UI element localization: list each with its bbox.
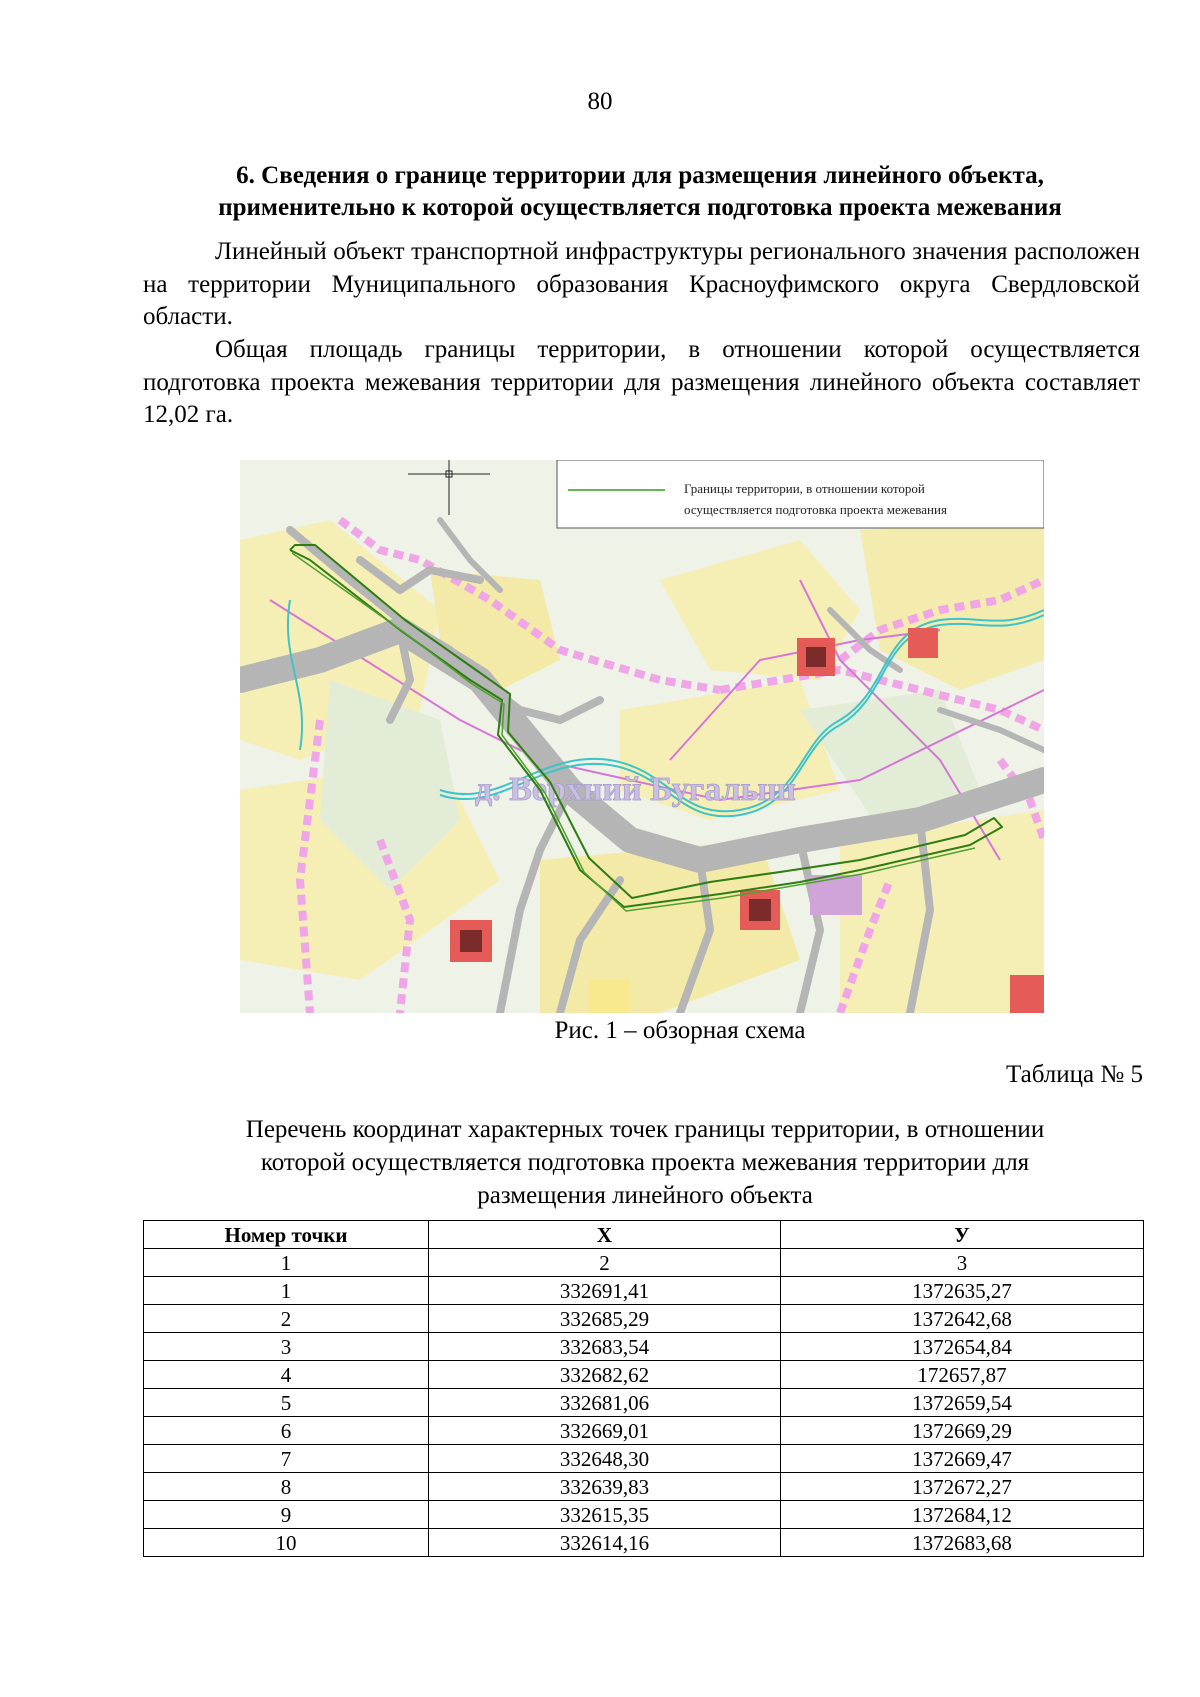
point-number-cell: 2 xyxy=(144,1305,429,1333)
poi-icon xyxy=(1010,975,1044,1013)
coordinates-table xyxy=(143,1220,1144,1557)
x-cell: 332639,83 xyxy=(429,1473,781,1501)
table-row xyxy=(144,1361,1144,1389)
point-number-cell: 8 xyxy=(144,1473,429,1501)
header-point-number: Номер точки xyxy=(144,1221,429,1249)
x-cell: 332691,41 xyxy=(429,1277,781,1305)
overview-map xyxy=(240,460,1044,1013)
x-cell: 332683,54 xyxy=(429,1333,781,1361)
point-number-cell: 1 xyxy=(144,1277,429,1305)
table-title xyxy=(180,1113,1110,1212)
table-title-line-3: размещения линейного объекта xyxy=(477,1182,813,1209)
poi-icon xyxy=(590,980,630,1013)
y-cell: 1372669,29 xyxy=(781,1417,1144,1445)
table-row xyxy=(144,1417,1144,1445)
y-cell: 1372683,68 xyxy=(781,1529,1144,1557)
x-cell: 332681,06 xyxy=(429,1389,781,1417)
section-heading xyxy=(140,160,1140,224)
y-cell: 1372669,47 xyxy=(781,1445,1144,1473)
table-row xyxy=(144,1389,1144,1417)
y-cell: 1372672,27 xyxy=(781,1473,1144,1501)
section-heading-line-2: применительно к которой осуществляется подготовка проекта межевания xyxy=(218,194,1062,221)
table-row xyxy=(144,1333,1144,1361)
x-cell: 332615,35 xyxy=(429,1501,781,1529)
column-number: 2 xyxy=(429,1249,781,1277)
table-header-row xyxy=(144,1221,1144,1249)
y-cell: 1372659,54 xyxy=(781,1389,1144,1417)
point-number-cell: 4 xyxy=(144,1361,429,1389)
table-row xyxy=(144,1501,1144,1529)
table-row xyxy=(144,1277,1144,1305)
header-y: У xyxy=(781,1221,1144,1249)
point-number-cell: 5 xyxy=(144,1389,429,1417)
point-number-cell: 3 xyxy=(144,1333,429,1361)
y-cell: 1372635,27 xyxy=(781,1277,1144,1305)
x-cell: 332669,01 xyxy=(429,1417,781,1445)
legend-text-line-1: Границы территории, в отношении которой xyxy=(684,481,925,496)
column-number: 3 xyxy=(781,1249,1144,1277)
point-number-cell: 9 xyxy=(144,1501,429,1529)
y-cell: 172657,87 xyxy=(781,1361,1144,1389)
column-number: 1 xyxy=(144,1249,429,1277)
table-title-line-2: которой осуществляется подготовка проекта межевания территории для xyxy=(260,1149,1030,1176)
paragraph-area: Общая площадь границы территории, в отношении которой осуществляется подготовка проекта межевания территории для размещения линейного объекта составляет 12,02 га. xyxy=(143,336,1140,428)
page-number: 80 xyxy=(587,88,613,115)
paragraph-location: Линейный объект транспортной инфраструктуры регионального значения расположен на территории Муниципального образования Красноуфимского округа Свердловской области. xyxy=(143,238,1140,330)
x-cell: 332682,62 xyxy=(429,1361,781,1389)
legend-text-line-2: осуществляется подготовка проекта межевания xyxy=(684,502,947,517)
y-cell: 1372684,12 xyxy=(781,1501,1144,1529)
settlement-label: д. Верхний Бугалыш xyxy=(475,771,796,808)
figure-caption: Рис. 1 – обзорная схема xyxy=(554,1017,806,1044)
x-cell: 332648,30 xyxy=(429,1445,781,1473)
x-cell: 332614,16 xyxy=(429,1529,781,1557)
y-cell: 1372654,84 xyxy=(781,1333,1144,1361)
point-number-cell: 6 xyxy=(144,1417,429,1445)
section-heading-line-1: 6. Сведения о границе территории для размещения линейного объекта, xyxy=(236,162,1044,189)
point-number-cell: 7 xyxy=(144,1445,429,1473)
poi-icon xyxy=(908,628,938,658)
column-number-row xyxy=(144,1249,1144,1277)
table-number: Таблица № 5 xyxy=(1005,1061,1143,1088)
table-row xyxy=(144,1305,1144,1333)
header-x: X xyxy=(429,1221,781,1249)
table-title-line-1: Перечень координат характерных точек границы территории, в отношении xyxy=(245,1116,1045,1143)
table-row xyxy=(144,1473,1144,1501)
table-row xyxy=(144,1445,1144,1473)
table-row xyxy=(144,1529,1144,1557)
y-cell: 1372642,68 xyxy=(781,1305,1144,1333)
point-number-cell: 10 xyxy=(144,1529,429,1557)
x-cell: 332685,29 xyxy=(429,1305,781,1333)
